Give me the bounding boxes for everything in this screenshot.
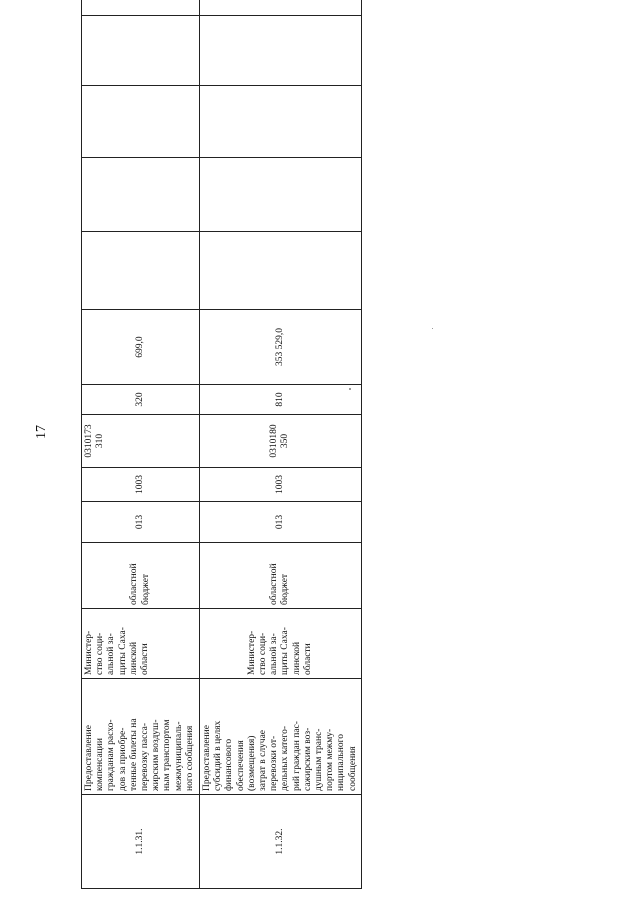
year-cell bbox=[82, 0, 200, 16]
year-cell bbox=[82, 158, 200, 232]
grbs-code: 013 bbox=[82, 502, 200, 543]
table-row bbox=[200, 0, 362, 889]
scan-speck bbox=[432, 328, 433, 329]
row-number: 1.1.32. bbox=[200, 795, 362, 889]
year-cell bbox=[200, 232, 362, 310]
year-cell bbox=[200, 158, 362, 232]
total-amount: 699,0 bbox=[82, 310, 200, 385]
vr-code: 320 bbox=[82, 385, 200, 415]
event-name: Предоставление компенсации гражданам расхо- дов за приобре- тенные билеты на перевозку пасса- жирским воздуш- ным транспортом межмуниципаль- ного сообщения bbox=[82, 679, 200, 795]
grbs-code: 013 bbox=[200, 502, 362, 543]
scan-speck bbox=[349, 388, 351, 390]
total-amount: 353 529,0 bbox=[200, 310, 362, 385]
executor: Министер- ство соци- альной за- щиты Саха- линской области bbox=[200, 609, 362, 679]
rzpr-code: 1003 bbox=[200, 468, 362, 502]
rzpr-code: 1003 bbox=[82, 468, 200, 502]
page-number: 17 bbox=[34, 425, 49, 439]
year-cell bbox=[200, 16, 362, 86]
csr-code: 0310180 350 bbox=[200, 415, 362, 468]
csr-code: 0310173 310 bbox=[82, 415, 200, 468]
year-cell bbox=[200, 86, 362, 158]
budget-table bbox=[81, 0, 362, 889]
vr-code: 810 bbox=[200, 385, 362, 415]
executor: Министер- ство соци- альной за- щиты Саха- линской области bbox=[82, 609, 200, 679]
year-cell bbox=[82, 16, 200, 86]
event-name: Предоставление субсидий в целях финансового обеспечения (возмещения) затрат в случае перевозки от- дельных катего- рий граждан пас- сажирским воз- душным транс- портом межму- ниципального сообщения bbox=[200, 679, 362, 795]
funding-source: областной бюджет bbox=[82, 543, 200, 609]
year-cell bbox=[82, 86, 200, 158]
year-cell bbox=[82, 232, 200, 310]
table-row bbox=[82, 0, 200, 889]
row-number: 1.1.31. bbox=[82, 795, 200, 889]
funding-source: областной бюджет bbox=[200, 543, 362, 609]
year-cell bbox=[200, 0, 362, 16]
